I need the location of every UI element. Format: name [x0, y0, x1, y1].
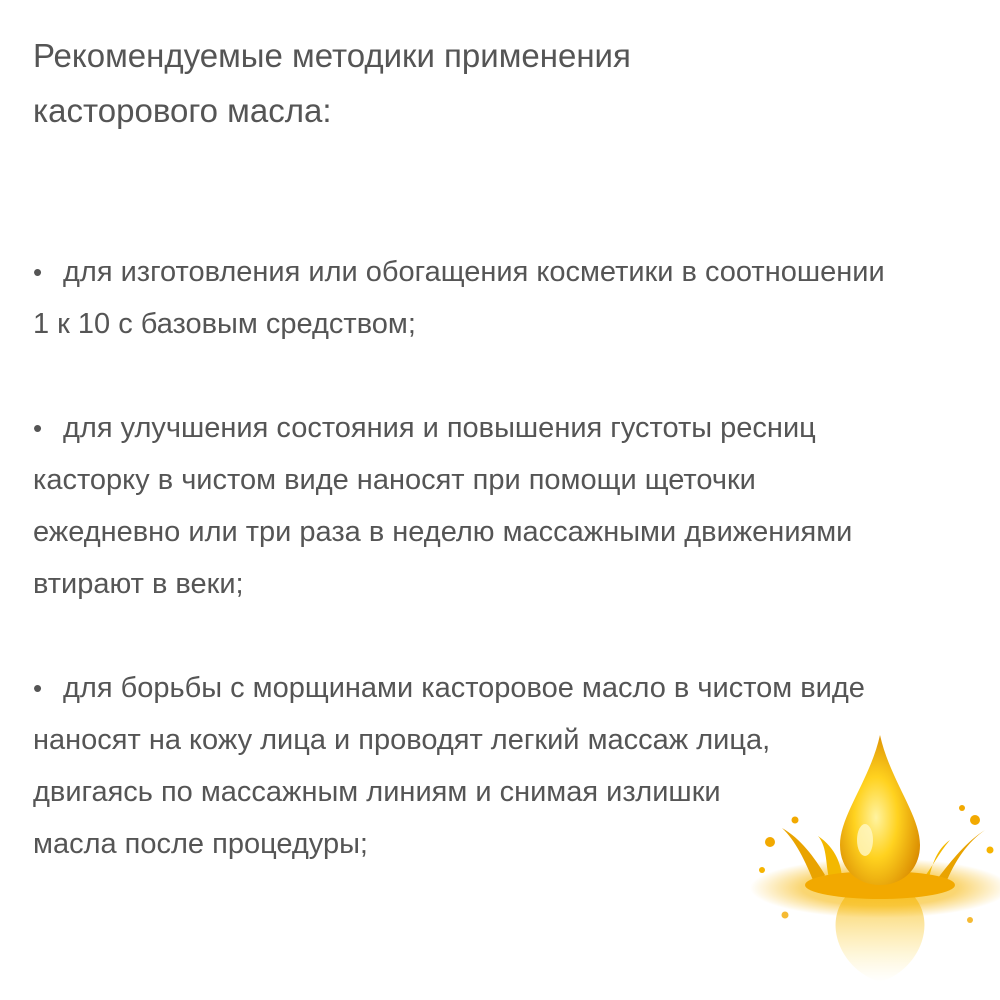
list-item-line: масла после процедуры;: [33, 828, 368, 860]
list-item-line: ежедневно или три раза в неделю массажными движениями: [33, 516, 853, 548]
oil-drop-icon: [700, 720, 1000, 1000]
page-title: [33, 28, 933, 138]
list-item-line: • для улучшения состояния и повышения густоты ресниц: [33, 402, 983, 454]
list-item-line: 1 к 10 с базовым средством;: [33, 308, 416, 340]
list-item-line: • для борьбы с морщинами касторовое масло в чистом виде: [33, 662, 983, 714]
list-item-line: наносят на кожу лица и проводят легкий массаж лица,: [33, 724, 771, 756]
list-item-line: втирают в веки;: [33, 568, 244, 600]
title-line: Рекомендуемые методики применения: [33, 37, 631, 74]
title-line: касторового масла:: [33, 92, 332, 129]
list-item-line: • для изготовления или обогащения косметики в соотношении: [33, 246, 983, 298]
list-item-line: двигаясь по массажным линиям и снимая излишки: [33, 776, 721, 808]
list-item: [33, 246, 983, 350]
list-item-line: касторку в чистом виде наносят при помощи щеточки: [33, 464, 756, 496]
list-item: [33, 402, 983, 610]
